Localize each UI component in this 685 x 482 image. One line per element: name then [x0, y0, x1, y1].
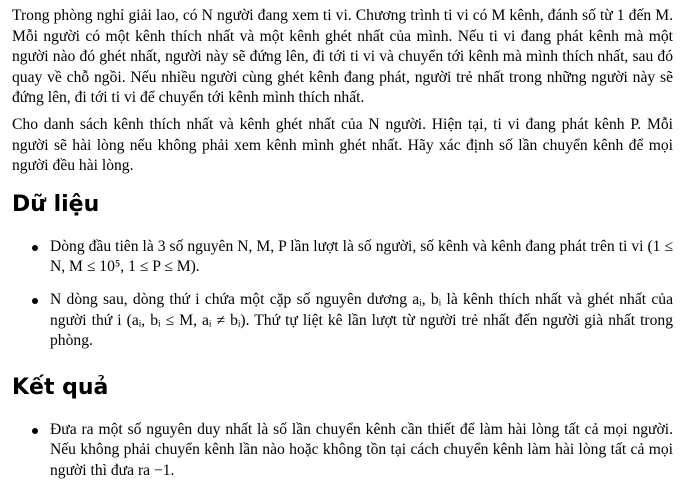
bullet-icon [32, 298, 38, 304]
list-item [12, 237, 673, 278]
list-item-text: N dòng sau, dòng thứ i chứa một cặp số nguyên dương aᵢ, bᵢ là kênh thích nhất và ghét nhất của người thứ i (aᵢ, bᵢ ≤ M, aᵢ ≠ bᵢ). Thứ tự liệt kê lần lượt từ người trẻ nhất đến người già nhất trong phòng. [50, 290, 673, 350]
output-list [12, 420, 673, 482]
bullet-icon [32, 245, 38, 251]
list-item-text: Dòng đầu tiên là 3 số nguyên N, M, P lần lượt là số người, số kênh và kênh đang phát trên ti vi (1 ≤ N, M ≤ 10⁵, 1 ≤ P ≤ M). [50, 237, 673, 276]
intro-paragraph-1: Trong phòng nghỉ giải lao, có N người đang xem ti vi. Chương trình ti vi có M kênh, đánh số từ 1 đến M. Mỗi người có một kênh thích nhất và một kênh ghét nhất của mình. Nếu ti vi đang phát kênh mà một người nào đó ghét nhất, người này sẽ đứng lên, đi tới ti vi và chuyển tới kênh mà mình thích nhất, sau đó quay về chỗ ngồi. Nếu nhiều người cùng ghét kênh đang phát, người trẻ nhất trong những người này sẽ đứng lên, đi tới ti vi để chuyển tới kênh mình thích nhất. [12, 7, 673, 107]
list-item [12, 290, 673, 352]
input-list [12, 237, 673, 352]
input-heading: Dữ liệu [12, 191, 100, 217]
intro-paragraph-2: Cho danh sách kênh thích nhất và kênh ghét nhất của N người. Hiện tại, ti vi đang phát kênh P. Mỗi người sẽ hài lòng nếu không phải xem kênh mình ghét nhất. Hãy xác định số lần chuyển kênh để mọi người đều hài lòng. [12, 115, 673, 175]
list-item-text: Đưa ra một số nguyên duy nhất là số lần chuyển kênh cần thiết để làm hài lòng tất cả mọi người. Nếu không phải chuyển kênh lần nào hoặc không tồn tại cách chuyển kênh làm hài lòng tất cả mọi người thì đưa ra −1. [50, 420, 673, 479]
list-item [12, 420, 673, 482]
output-heading: Kết quả [12, 374, 109, 400]
bullet-icon [32, 428, 38, 434]
